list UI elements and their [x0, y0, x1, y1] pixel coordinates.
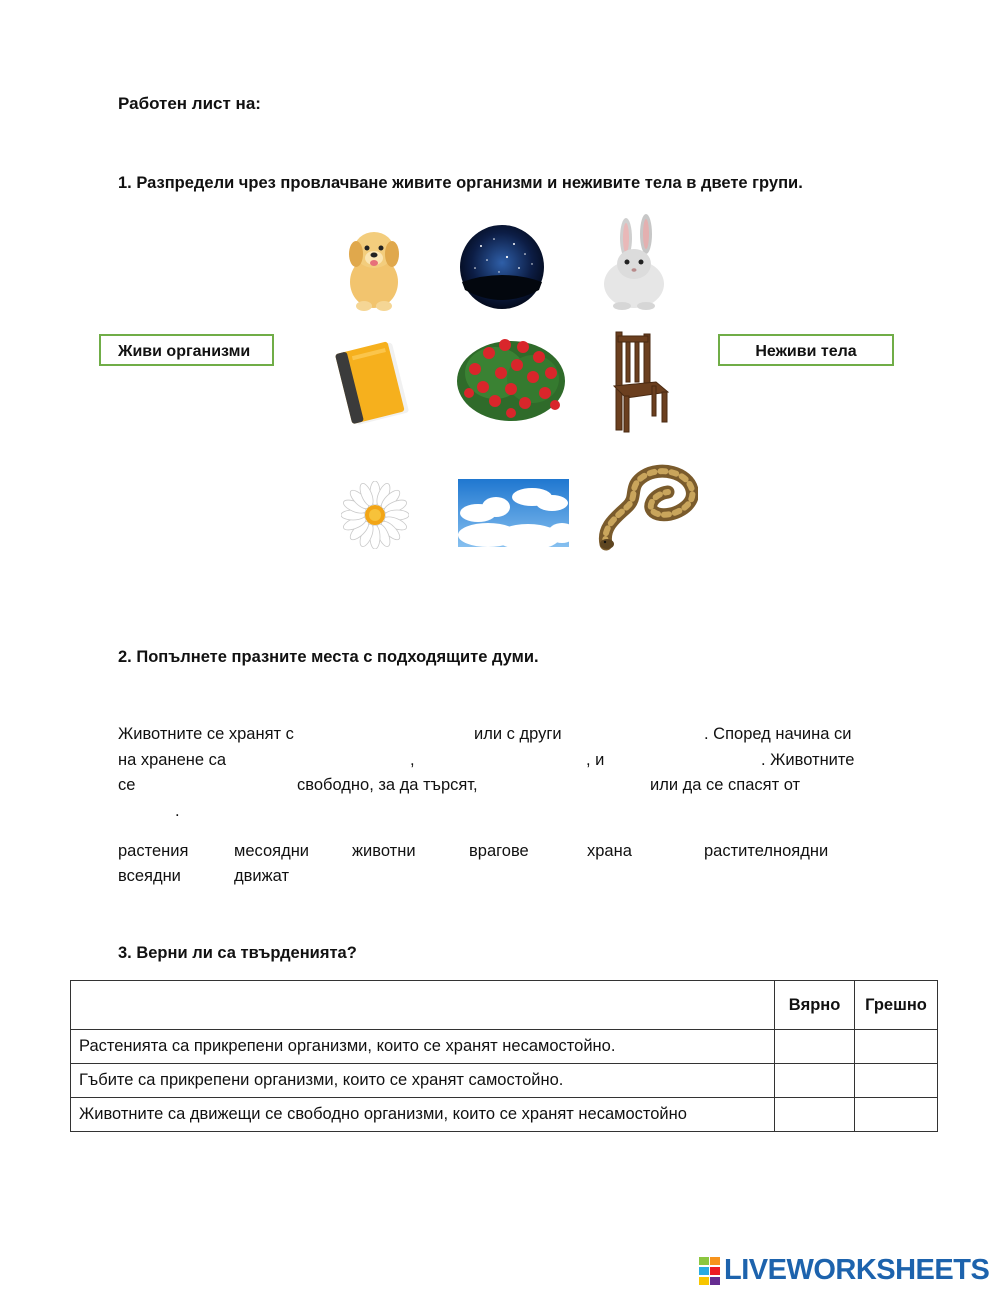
table-row: [71, 1098, 938, 1132]
drop-zone-nonliving[interactable]: [718, 334, 894, 366]
statement-text: Гъбите са прикрепени организми, които се хранят самостойно.: [71, 1064, 775, 1098]
draggable-python-image[interactable]: [598, 462, 698, 552]
draggable-clouds-image[interactable]: [458, 479, 569, 553]
text-line2-part-c: , и: [586, 751, 605, 769]
drop-zone-living[interactable]: [99, 334, 274, 366]
drop-zone-nonliving-label: Неживи тела: [755, 343, 857, 360]
word-bank-item[interactable]: движат: [234, 867, 290, 885]
false-answer-cell[interactable]: [855, 1030, 938, 1064]
exercise-1-title: 1. Разпредели чрез провлачване живите организми и неживите тела в двете групи.: [118, 174, 803, 192]
exercise-2-title: 2. Попълнете празните места с подходящите думи.: [118, 648, 539, 666]
word-bank-item[interactable]: всеядни: [118, 867, 181, 885]
worksheet-title: Работен лист на:: [118, 94, 261, 113]
word-bank-item[interactable]: растителноядни: [704, 842, 829, 860]
text-line2-part-b: ,: [410, 751, 415, 769]
liveworksheets-logo-icon: [698, 1256, 722, 1286]
false-answer-cell[interactable]: [855, 1098, 938, 1132]
word-bank-item[interactable]: месоядни: [234, 842, 310, 860]
statement-text: Животните са движещи се свободно организми, които се хранят несамостойно: [71, 1098, 775, 1132]
exercise-3-title: 3. Верни ли са твърденията?: [118, 944, 357, 962]
draggable-book-image[interactable]: [333, 338, 413, 428]
word-bank-item[interactable]: врагове: [469, 842, 529, 860]
statement-text: Растенията са прикрепени организми, които се хранят несамостойно.: [71, 1030, 775, 1064]
table-row: [71, 1064, 938, 1098]
text-line3-part-b: свободно, за да търсят,: [297, 776, 478, 794]
header-false: Грешно: [855, 981, 938, 1030]
text-line2-part-a: на хранене са: [118, 751, 227, 769]
word-bank-item[interactable]: храна: [587, 842, 632, 860]
table-row: [71, 1030, 938, 1064]
text-line3-part-a: се: [118, 776, 136, 794]
true-answer-cell[interactable]: [775, 1098, 855, 1132]
text-line1-part-b: или с други: [474, 725, 562, 743]
header-true: Вярно: [775, 981, 855, 1030]
false-answer-cell[interactable]: [855, 1064, 938, 1098]
word-bank-item[interactable]: животни: [352, 842, 416, 860]
true-answer-cell[interactable]: [775, 1030, 855, 1064]
drop-zone-living-label: Живи организми: [118, 343, 251, 360]
draggable-rose-bush-image[interactable]: [455, 333, 568, 423]
text-line1-part-a: Животните се хранят с: [118, 725, 294, 743]
true-false-table: [70, 980, 938, 1132]
word-bank-item[interactable]: растения: [118, 842, 189, 860]
draggable-chair-image[interactable]: [608, 330, 672, 434]
draggable-daisy-image[interactable]: [341, 481, 409, 549]
draggable-starry-sky-image[interactable]: [459, 224, 545, 310]
text-line3-part-c: или да се спасят от: [650, 776, 801, 794]
draggable-puppy-image[interactable]: [338, 220, 410, 312]
text-line2-part-d: . Животните: [761, 751, 855, 769]
text-line4-part-a: .: [175, 802, 180, 820]
true-answer-cell[interactable]: [775, 1064, 855, 1098]
draggable-rabbit-image[interactable]: [596, 214, 672, 312]
table-header-row: [71, 981, 938, 1030]
header-statement: [71, 981, 775, 1030]
liveworksheets-logo-text: LIVEWORKSHEETS: [724, 1254, 990, 1286]
text-line1-part-c: . Според начина си: [704, 725, 852, 743]
